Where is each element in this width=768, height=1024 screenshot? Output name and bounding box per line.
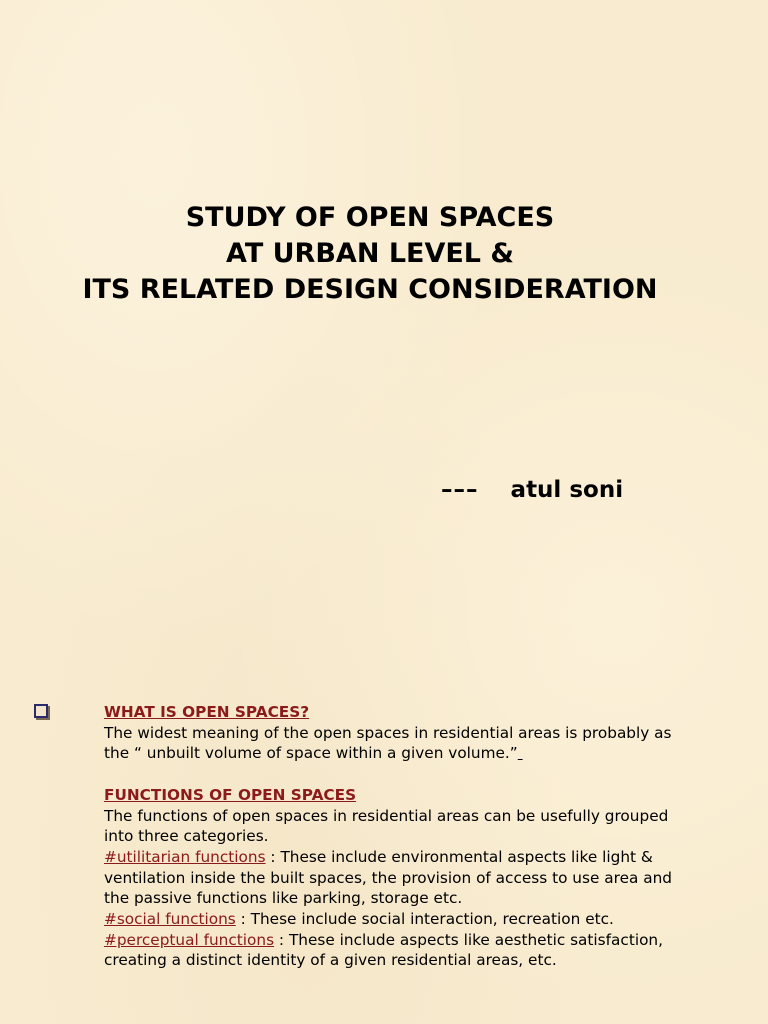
- author-name: atul soni: [510, 477, 624, 503]
- utilitarian-functions-text-1: : These include environmental aspects like light &: [265, 847, 653, 866]
- perceptual-functions-text-1: : These include aspects like aesthetic satisfaction,: [274, 930, 663, 949]
- social-functions-text: : These include social interaction, recreation etc.: [235, 910, 614, 929]
- section-heading-functions: FUNCTIONS OF OPEN SPACES: [104, 785, 357, 804]
- body-content: [104, 702, 744, 971]
- functions-intro-line-1: The functions of open spaces in residential areas can be usefully grouped: [104, 806, 669, 825]
- trailing-underline: [518, 744, 523, 762]
- perceptual-functions-label: #perceptual functions: [104, 930, 275, 949]
- author-credit: [441, 475, 623, 505]
- utilitarian-functions-text-2: ventilation inside the built spaces, the provision of access to use area and: [104, 868, 672, 887]
- title-line-2: AT URBAN LEVEL &: [226, 238, 514, 269]
- functions-intro-line-2: into three categories.: [104, 827, 269, 846]
- paragraph-spacer: [104, 764, 744, 785]
- title-line-3: ITS RELATED DESIGN CONSIDERATION: [82, 274, 658, 305]
- social-functions-label: #social functions: [104, 910, 236, 929]
- perceptual-functions-text-2: creating a distinct identity of a given residential areas, etc.: [104, 951, 557, 970]
- definition-line-1: The widest meaning of the open spaces in residential areas is probably as: [104, 723, 672, 742]
- page-title: [0, 200, 740, 308]
- author-dash: –––: [441, 477, 479, 503]
- utilitarian-functions-text-3: the passive functions like parking, storage etc.: [104, 889, 463, 908]
- section-heading-what-is-open-spaces: WHAT IS OPEN SPACES?: [104, 703, 310, 721]
- hollow-square-bullet-icon: [34, 704, 48, 718]
- definition-line-2: the “ unbuilt volume of space within a given volume.”: [104, 744, 518, 763]
- utilitarian-functions-label: #utilitarian functions: [104, 847, 266, 866]
- title-line-1: STUDY OF OPEN SPACES: [185, 202, 555, 233]
